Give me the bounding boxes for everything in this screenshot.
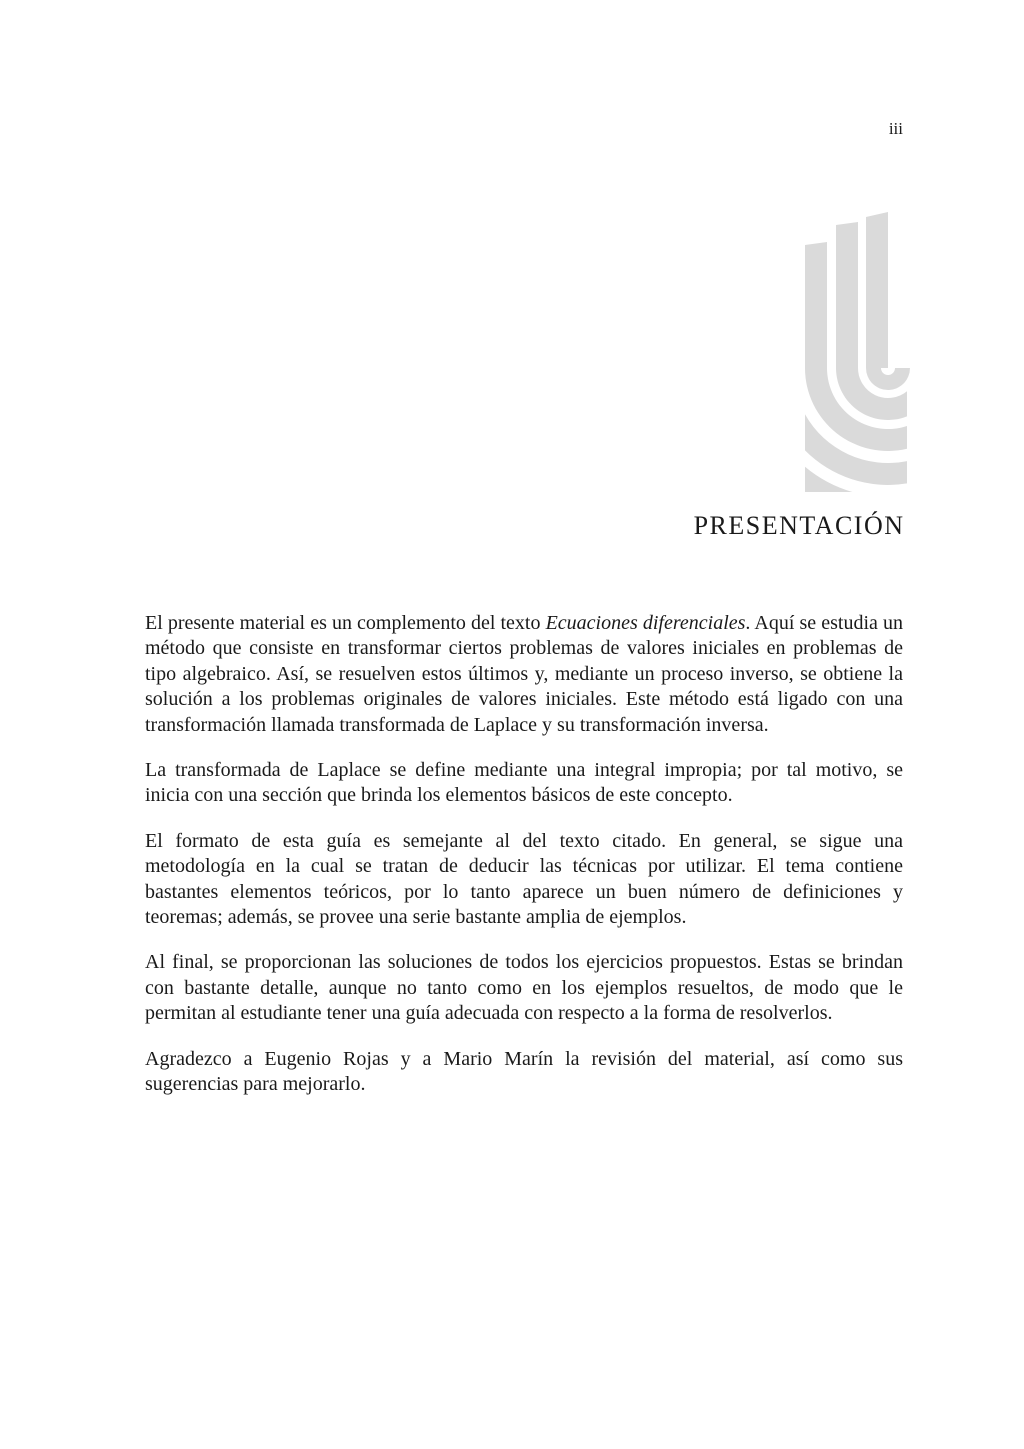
text-segment: El formato de esta guía es semejante al del texto citado. En general, se sigue una xyxy=(145,829,903,852)
page-number: iii xyxy=(888,119,903,138)
text-segment: La transformada de Laplace se define mediante una integral impropia; por tal motivo, se xyxy=(145,759,903,782)
text-line xyxy=(145,950,903,975)
text-segment: teoremas; además, se provee una serie bastante amplia de ejemplos. xyxy=(145,906,687,929)
text-line xyxy=(145,713,903,738)
logo-ripple-shapes xyxy=(805,212,910,492)
text-column xyxy=(145,0,903,1449)
text-line xyxy=(145,880,903,905)
text-segment: permitan al estudiante tener una guía adecuada con respecto a la forma de resolverlos. xyxy=(145,1002,833,1025)
paragraph xyxy=(145,1047,903,1098)
text-segment: transformación llamada transformada de Laplace y su transformación inversa. xyxy=(145,713,769,736)
italic-text-segment: Ecuaciones diferenciales xyxy=(545,612,746,634)
uned-logo xyxy=(800,207,912,492)
paragraph xyxy=(145,611,903,738)
paragraph xyxy=(145,758,903,809)
text-segment: Al final, se proporcionan las soluciones de todos los ejercicios propuestos. Estas se brindan xyxy=(145,951,903,974)
text-segment: sugerencias para mejorarlo. xyxy=(145,1073,366,1096)
text-line xyxy=(145,611,903,636)
text-line xyxy=(145,783,903,808)
text-line xyxy=(145,905,903,930)
text-segment: solución a los problemas originales de valores iniciales. Este método está ligado con una xyxy=(145,688,903,711)
text-line xyxy=(145,976,903,1001)
body-text xyxy=(145,611,903,1118)
text-segment: con bastante detalle, aunque no tanto como en los ejemplos resueltos, de modo que le xyxy=(145,976,903,999)
paragraph xyxy=(145,950,903,1026)
paragraph xyxy=(145,829,903,931)
text-line xyxy=(145,829,903,854)
text-segment: bastantes elementos teóricos, por lo tanto aparece un buen número de definiciones y xyxy=(145,880,903,903)
text-line xyxy=(145,1047,903,1072)
text-segment: . Aquí se estudia un xyxy=(745,612,903,634)
text-line xyxy=(145,636,903,661)
page-title: PRESENTACIÓN xyxy=(693,511,905,540)
text-segment: El presente material es un complemento del texto xyxy=(145,612,546,634)
text-segment: inicia con una sección que brinda los elementos básicos de este concepto. xyxy=(145,784,733,807)
text-line xyxy=(145,758,903,783)
text-segment: metodología en la cual se tratan de deducir las técnicas por utilizar. El tema contiene xyxy=(145,855,903,878)
text-line xyxy=(145,662,903,687)
text-line xyxy=(145,1001,903,1026)
text-segment: método que consiste en transformar ciertos problemas de valores iniciales en problemas de xyxy=(145,637,903,660)
text-segment: tipo algebraico. Así, se resuelven estos últimos y, mediante un proceso inverso, se obtiene la xyxy=(145,662,903,685)
text-line xyxy=(145,1072,903,1097)
text-line xyxy=(145,687,903,712)
text-line xyxy=(145,854,903,879)
text-segment: Agradezco a Eugenio Rojas y a Mario Marín la revisión del material, así como sus xyxy=(145,1047,903,1070)
